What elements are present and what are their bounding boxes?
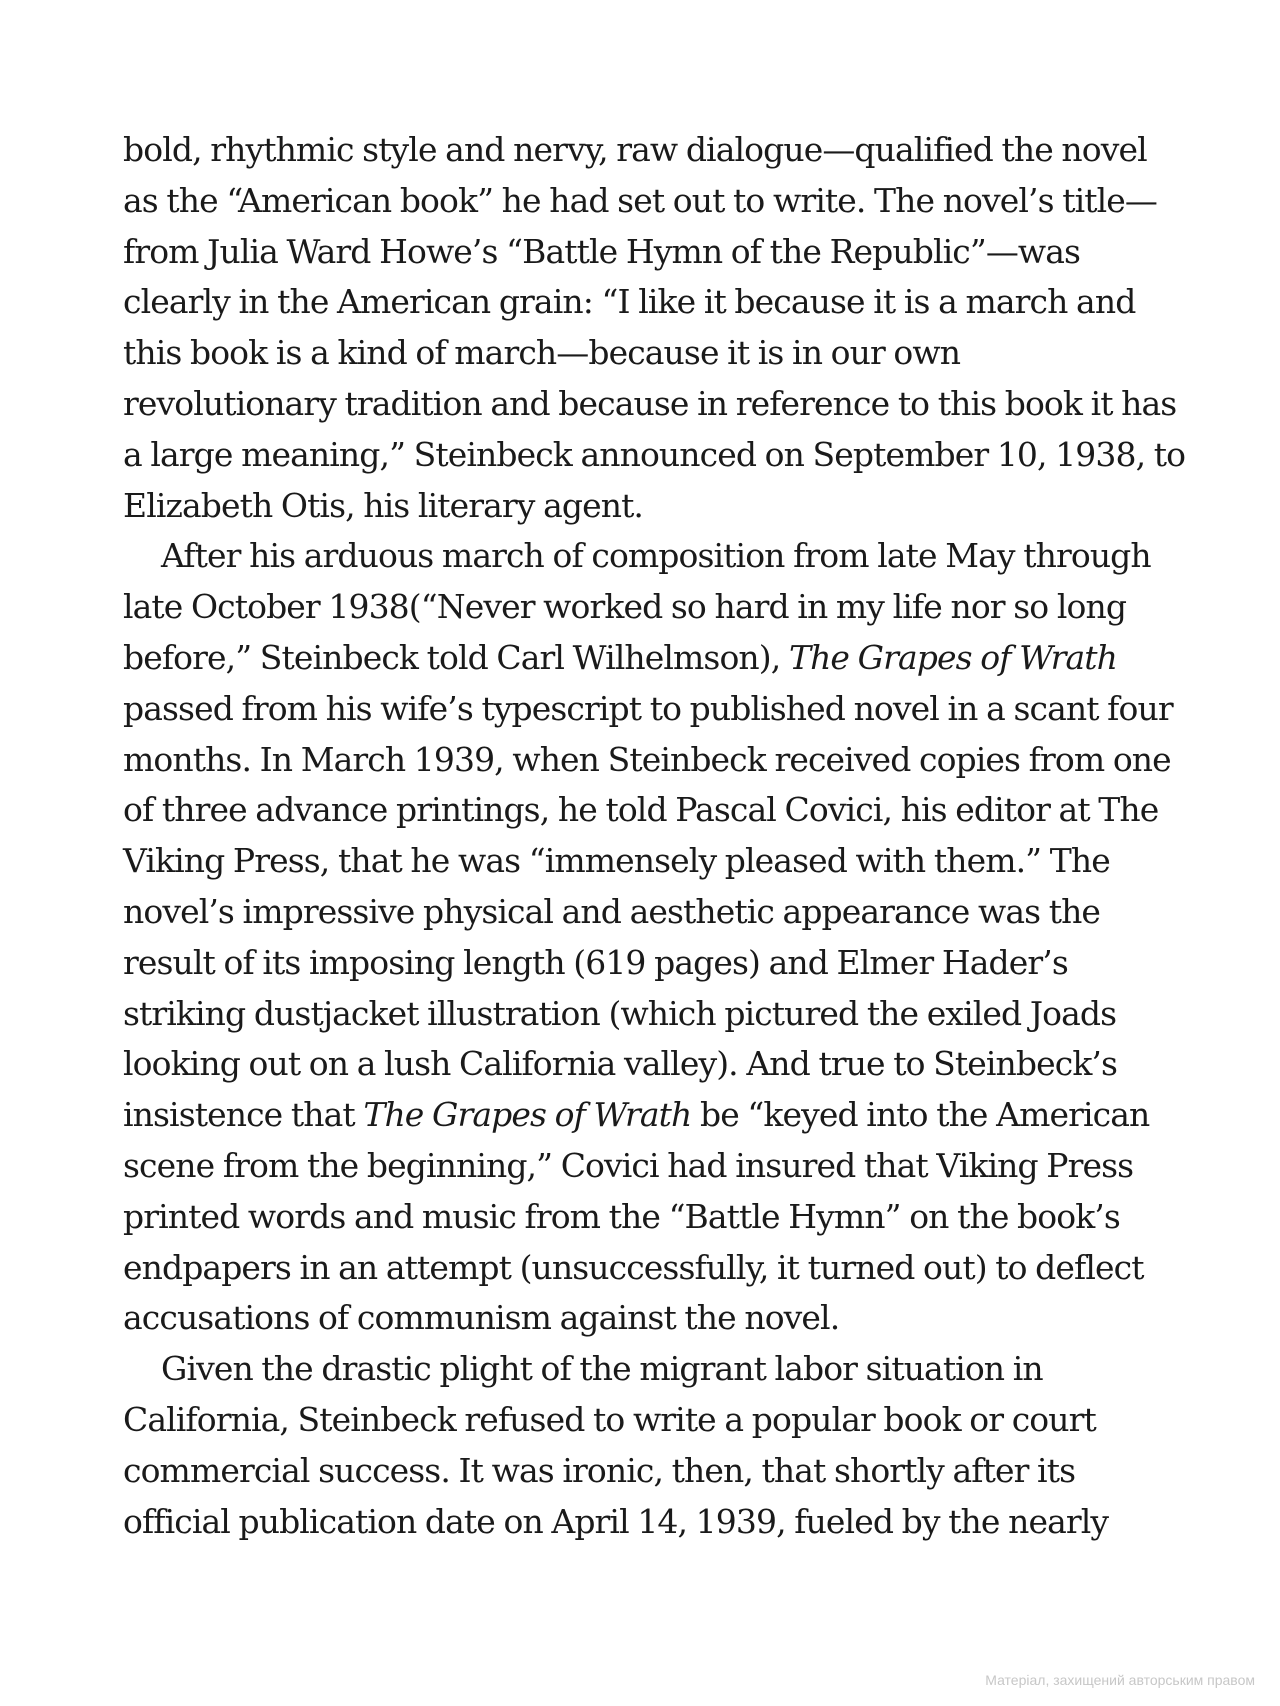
text-line: [123, 1446, 1183, 1497]
text-run: late October 1938(“Never worked so hard in my life nor so long: [123, 587, 1127, 627]
text-run: be “keyed into the American: [691, 1095, 1150, 1135]
text-run: months. In March 1939, when Steinbeck received copies from one: [123, 739, 1171, 779]
text-run: novel’s impressive physical and aesthetic appearance was the: [123, 891, 1101, 931]
italic-title: The Grapes of Wrath: [363, 1095, 692, 1135]
text-run: bold, rhythmic style and nervy, raw dialogue—qualified the novel: [123, 130, 1147, 169]
text-line: [123, 938, 1183, 989]
text-line: [123, 1141, 1183, 1192]
text-run: passed from his wife’s typescript to published novel in a scant four: [123, 688, 1173, 728]
paragraph: [123, 531, 1183, 1344]
text-run: accusations of communism against the novel.: [123, 1298, 840, 1338]
text-line: [123, 277, 1183, 328]
paragraph: [123, 125, 1186, 531]
text-run: striking dustjacket illustration (which pictured the exiled Joads: [123, 993, 1117, 1033]
text-run: this book is a kind of march—because it is in our own: [123, 333, 961, 373]
text-line: [123, 1395, 1183, 1446]
text-run: Elizabeth Otis, his literary agent.: [123, 485, 644, 525]
text-line: [123, 735, 1183, 786]
text-line: [123, 684, 1183, 735]
text-run: revolutionary tradition and because in reference to this book it has: [123, 383, 1177, 423]
text-run: clearly in the American grain: “I like it because it is a march and: [123, 282, 1136, 322]
text-run: before,” Steinbeck told Carl Wilhelmson),: [123, 637, 789, 677]
text-line: [123, 1497, 1183, 1548]
text-line: [123, 125, 1183, 176]
text-line: [123, 1344, 1183, 1395]
text-line: [123, 328, 1183, 379]
text-run: California, Steinbeck refused to write a popular book or court: [123, 1399, 1096, 1439]
text-run: Given the drastic plight of the migrant labor situation in: [161, 1349, 1043, 1389]
text-line: [123, 176, 1183, 227]
text-run: After his arduous march of composition from late May through: [161, 536, 1151, 576]
copyright-watermark: Матеріал, захищений авторським правом: [985, 1672, 1255, 1688]
text-run: as the “American book” he had set out to write. The novel’s title—: [123, 180, 1158, 220]
text-run: endpapers in an attempt (unsuccessfully, it turned out) to deflect: [123, 1247, 1144, 1287]
text-run: result of its imposing length (619 pages) and Elmer Hader’s: [123, 942, 1068, 982]
page-body: [123, 125, 1186, 1547]
text-run: commercial success. It was ironic, then, that shortly after its: [123, 1450, 1076, 1490]
text-line: [123, 227, 1183, 278]
text-run: printed words and music from the “Battle Hymn” on the book’s: [123, 1196, 1120, 1236]
text-run: insistence that: [123, 1095, 364, 1135]
text-line: [123, 633, 1183, 684]
text-line: [123, 379, 1183, 430]
text-run: looking out on a lush California valley). And true to Steinbeck’s: [123, 1044, 1118, 1084]
text-line: [123, 582, 1183, 633]
text-line: [123, 1293, 1183, 1344]
italic-title: The Grapes of Wrath: [788, 637, 1117, 677]
text-run: official publication date on April 14, 1939, fueled by the nearly: [123, 1501, 1109, 1541]
text-line: [123, 1243, 1183, 1294]
text-line: [123, 1090, 1183, 1141]
text-line: [123, 430, 1186, 481]
text-line: [123, 989, 1183, 1040]
text-line: [123, 481, 1183, 532]
paragraph: [123, 1344, 1183, 1547]
text-run: of three advance printings, he told Pascal Covici, his editor at The: [123, 790, 1159, 830]
text-run: a large meaning,” Steinbeck announced on September 10, 1938, to: [123, 434, 1186, 474]
text-run: from Julia Ward Howe’s “Battle Hymn of the Republic”—was: [123, 231, 1081, 271]
text-line: [123, 1192, 1183, 1243]
text-line: [123, 887, 1183, 938]
text-run: Viking Press, that he was “immensely pleased with them.” The: [123, 841, 1110, 881]
text-line: [123, 531, 1183, 582]
text-line: [123, 1039, 1183, 1090]
text-run: scene from the beginning,” Covici had insured that Viking Press: [123, 1145, 1134, 1185]
text-line: [123, 836, 1183, 887]
text-line: [123, 785, 1183, 836]
